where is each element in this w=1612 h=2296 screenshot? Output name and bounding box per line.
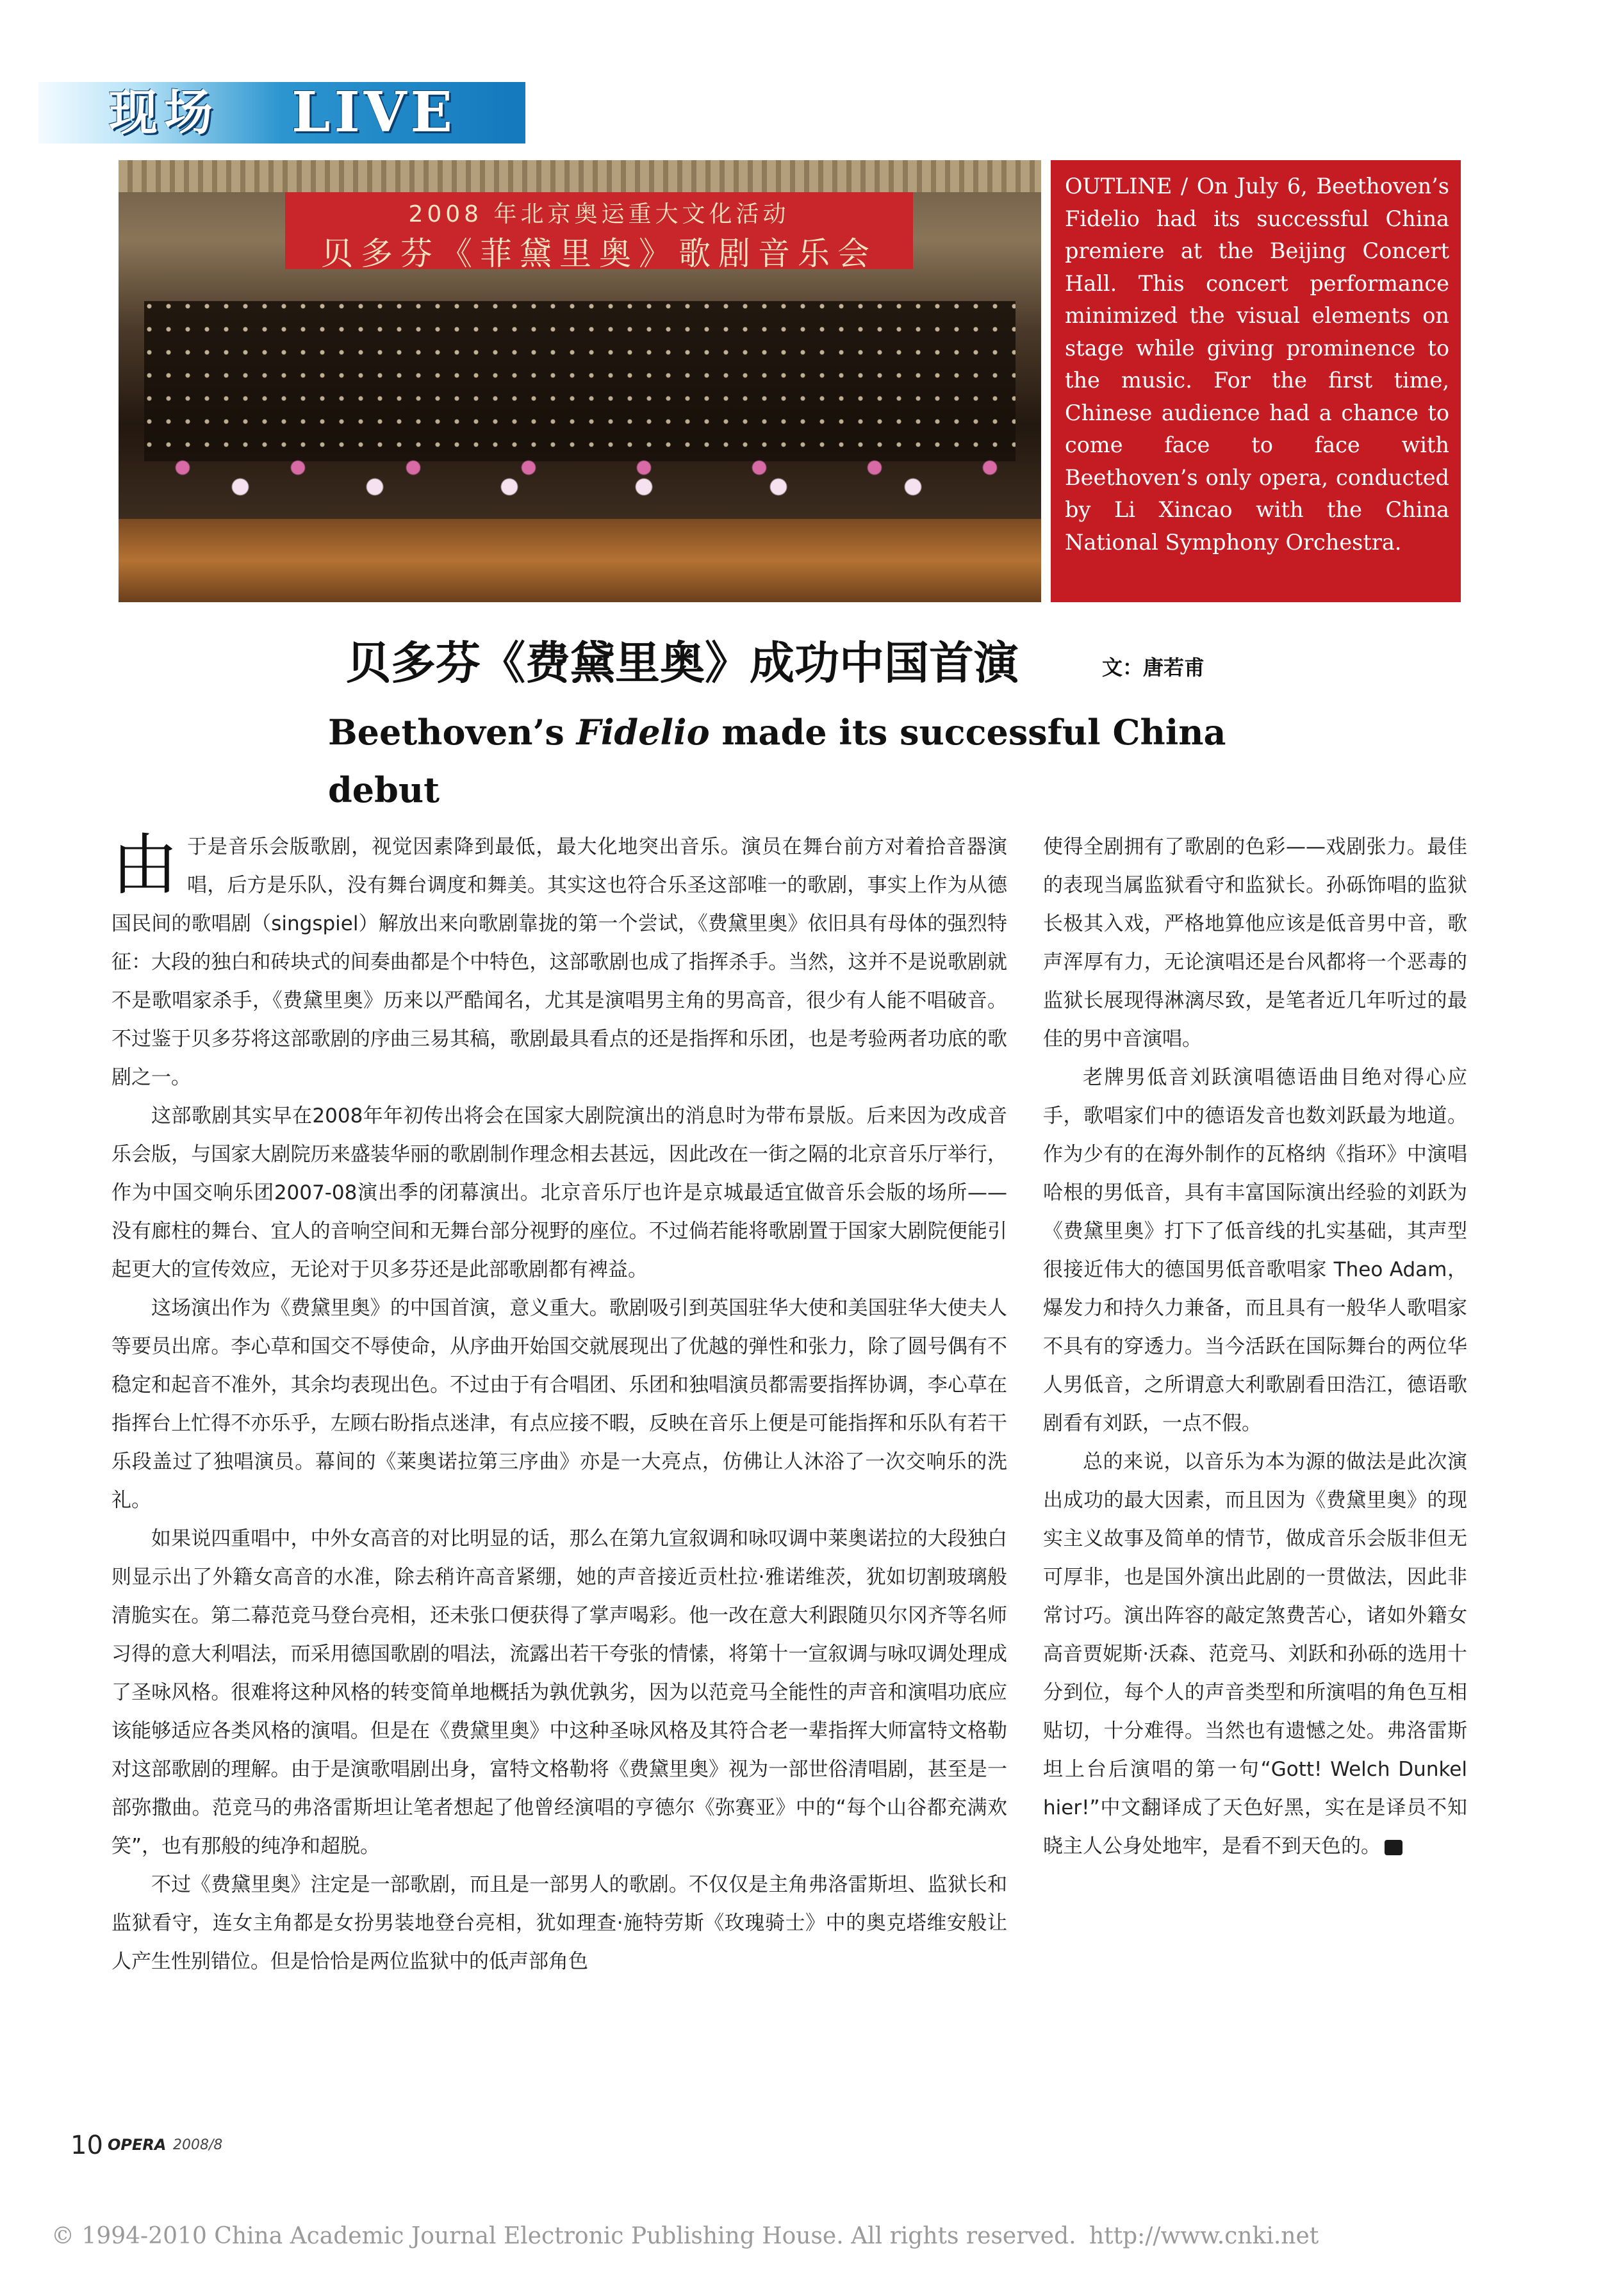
- article-paragraph: 老牌男低音刘跃演唱德语曲目绝对得心应手，歌唱家们中的德语发音也数刘跃最为地道。作为少有的在海外制作的瓦格纳《指环》中演唱哈根的男低音，具有丰富国际演出经验的刘跃为《费黛里奥》打下了低音线的扎实基础，其声型很接近伟大的德国男低音歌唱家 Theo Adam，爆发力和持久力兼备，而且具有一般华人歌唱家不具有的穿透力。当今活跃在国际舞台的两位华人男低音，之所谓意大利歌剧看田浩江，德语歌剧看有刘跃，一点不假。: [1043, 1066, 1467, 1435]
- stage-banner-line2: 贝多芬《菲黛里奥》歌剧音乐会: [321, 235, 877, 272]
- article-paragraph: 使得全剧拥有了歌剧的色彩——戏剧张力。最佳的表现当属监狱看守和监狱长。孙砾饰唱的监狱长极其入戏，严格地算他应该是低音男中音，歌声浑厚有力，无论演唱还是台风都将一个恶毒的监狱长展现得淋漓尽致，是笔者近几年听过的最佳的男中音演唱。: [1043, 835, 1467, 1051]
- organ-pipes: [119, 160, 1041, 192]
- article-paragraph: 这部歌剧其实早在2008年年初传出将会在国家大剧院演出的消息时为带布景版。后来因为改成音乐会版，与国家大剧院历来盛装华丽的歌剧制作理念相去甚远，因此改在一街之隔的北京音乐厅举行，作为中国交响乐团2007-08演出季的闭幕演出。北京音乐厅也许是京城最适宜做音乐会版的场所——没有廊柱的舞台、宜人的音响空间和无舞台部分视野的座位。不过倘若能将歌剧置于国家大剧院便能引起更大的宣传效应，无论对于贝多芬还是此部歌剧都有裨益。: [111, 1104, 1007, 1281]
- article-title-zh: 贝多芬《费黛里奥》成功中国首演: [346, 637, 1019, 689]
- article-paragraph: [1043, 1443, 1467, 1866]
- flower-bouquets: [170, 448, 1003, 525]
- article-column-right: [1043, 828, 1467, 1866]
- magazine-name: OPERA: [108, 2136, 167, 2154]
- outline-text: OUTLINE / On July 6, Beethoven’s Fidelio had its successful China premiere at the Beijing Concert Hall. This concert performance minimized the visual elements on stage while giving prominence to the music. For the first time, Chinese audience had a chance to come face to face with Beethoven’s only opera, conducted by Li Xincao with the China National Symphony Orchestra.: [1065, 174, 1449, 555]
- dropcap: 由: [111, 826, 179, 904]
- choir-crowd: [144, 301, 1016, 461]
- article-paragraph: 如果说四重唱中，中外女高音的对比明显的话，那么在第九宣叙调和咏叹调中莱奥诺拉的大段独白则显示出了外籍女高音的水准，除去稍许高音紧绷，她的声音接近贡杜拉·雅诺维茨，犹如切割玻璃般清脆实在。第二幕范竞马登台亮相，还未张口便获得了掌声喝彩。他一改在意大利跟随贝尔冈齐等名师习得的意大利唱法，而采用德国歌剧的唱法，流露出若干夸张的情愫，将第十一宣叙调与咏叹调处理成了圣咏风格。很难将这种风格的转变简单地概括为孰优孰劣，因为以范竞马全能性的声音和演唱功底应该能够适应各类风格的演唱。但是在《费黛里奥》中这种圣咏风格及其符合老一辈指挥大师富特文格勒对这部歌剧的理解。由于是演歌唱剧出身，富特文格勒将《费黛里奥》视为一部世俗清唱剧，甚至是一部弥撒曲。范竞马的弗洛雷斯坦让笔者想起了他曾经演唱的亨德尔《弥赛亚》中的“每个山谷都充满欢笑”，也有那般的纯净和超脱。: [111, 1527, 1007, 1858]
- copyright-notice: © 1994-2010 China Academic Journal Electronic Publishing House. All rights reserved.: [51, 2223, 1076, 2249]
- stage-floor: [119, 519, 1041, 602]
- stage-banner: [285, 192, 913, 272]
- section-label-zh: 现场: [109, 84, 219, 141]
- stage-banner-line1: 2008 年北京奥运重大文化活动: [408, 201, 790, 227]
- article-column-left: [111, 828, 1007, 1981]
- page-number: 10: [70, 2131, 103, 2160]
- article-paragraph: [111, 828, 1007, 1097]
- title-en-prefix: Beethoven’s: [328, 712, 577, 753]
- paragraph-text: 于是音乐会版歌剧，视觉因素降到最低，最大化地突出音乐。演员在舞台前方对着拾音器演唱，后方是乐队，没有舞台调度和舞美。其实这也符合乐圣这部唯一的歌剧，事实上作为从德国民间的歌唱剧（singspiel）解放出来向歌剧靠拢的第一个尝试，《费黛里奥》依旧具有母体的强烈特征：大段的独白和砖块式的间奏曲都是个中特色，这部歌剧也成了指挥杀手。当然，这并不是说歌剧就不是歌唱家杀手，《费黛里奥》历来以严酷闻名，尤其是演唱男主角的男高音，很少有人能不唱破音。不过鉴于贝多芬将这部歌剧的序曲三易其稿，歌剧最具看点的还是指挥和乐团，也是考验两者功底的歌剧之一。: [111, 835, 1007, 1089]
- paragraph-text: 总的来说，以音乐为本为源的做法是此次演出成功的最大因素，而且因为《费黛里奥》的现实主义故事及简单的情节，做成音乐会版非但无可厚非，也是国外演出此剧的一贯做法，因此非常讨巧。演出阵容的敲定煞费苦心，诸如外籍女高音贾妮斯·沃森、范竞马、刘跃和孙砾的选用十分到位，每个人的声音类型和所演唱的角色互相贴切，十分难得。当然也有遗憾之处。弗洛雷斯坦上台后演唱的第一句“Gott! Welch Dunkel hier!”中文翻译成了天色好黑，实在是译员不知晓主人公身处地牢，是看不到天色的。: [1043, 1450, 1467, 1858]
- source-url[interactable]: http://www.cnki.net: [1089, 2223, 1319, 2249]
- title-en-suffix: made its successful China debut: [328, 712, 1226, 810]
- end-mark-icon: [1385, 1840, 1402, 1855]
- byline: 文：唐若甫: [1102, 655, 1205, 680]
- article-paragraph: 这场演出作为《费黛里奥》的中国首演，意义重大。歌剧吸引到英国驻华大使和美国驻华大使夫人等要员出席。李心草和国交不辱使命，从序曲开始国交就展现出了优越的弹性和张力，除了圆号偶有不稳定和起音不准外，其余均表现出色。不过由于有合唱团、乐团和独唱演员都需要指挥协调，李心草在指挥台上忙得不亦乐乎，左顾右盼指点迷津，有点应接不暇，反映在音乐上便是可能指挥和乐队有若干乐段盖过了独唱演员。幕间的《莱奥诺拉第三序曲》亦是一大亮点，仿佛让人沐浴了一次交响乐的洗礼。: [111, 1297, 1007, 1512]
- issue-number: 2008/8: [173, 2137, 223, 2153]
- article-paragraph: 不过《费黛里奥》注定是一部歌剧，而且是一部男人的歌剧。不仅仅是主角弗洛雷斯坦、监狱长和监狱看守，连女主角都是女扮男装地登台亮相，犹如理查·施特劳斯《玫瑰骑士》中的奥克塔维安般让人产生性别错位。但是恰恰是两位监狱中的低声部角色: [111, 1873, 1007, 1973]
- section-label-en: LIVE: [292, 80, 456, 145]
- article-title-en: [328, 703, 1289, 819]
- title-en-italic: Fidelio: [576, 712, 710, 753]
- concert-photo: [119, 160, 1041, 602]
